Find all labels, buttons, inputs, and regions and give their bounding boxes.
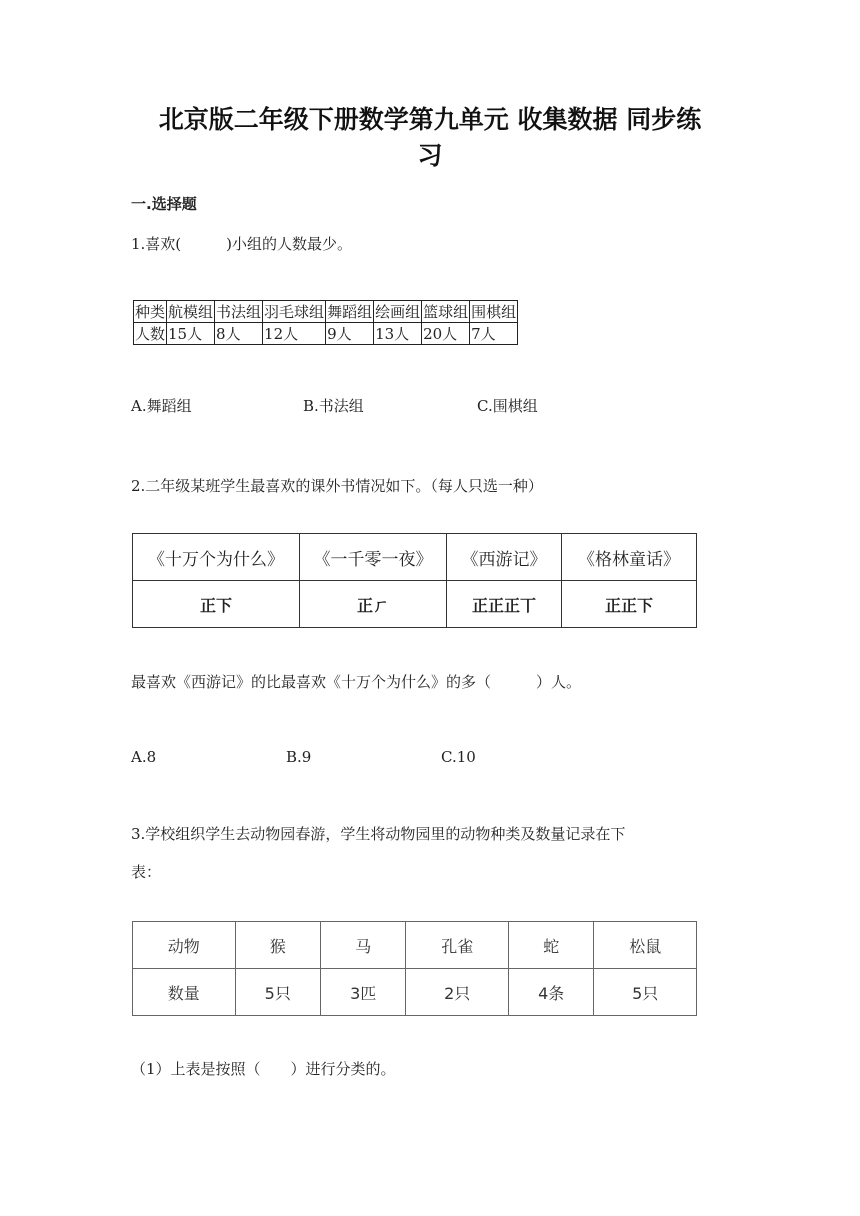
q2-option-c[interactable]: C.10 xyxy=(441,748,476,766)
q3-cell: 5只 xyxy=(594,969,697,1016)
q3-cell: 3匹 xyxy=(320,969,405,1016)
q1-cell: 13人 xyxy=(374,323,422,345)
title-line-2: 习 xyxy=(417,141,443,170)
q1-header-cell: 绘画组 xyxy=(374,301,422,323)
q2-tally-cell: 正正下 xyxy=(562,581,697,628)
q1-cell: 20人 xyxy=(422,323,470,345)
q3-header-cell: 动物 xyxy=(133,922,236,969)
q2-table-header-row xyxy=(133,534,697,581)
q3-table-row xyxy=(133,969,697,1016)
q1-cell: 人数 xyxy=(134,323,167,345)
q1-cell: 9人 xyxy=(326,323,374,345)
q2-question: 最喜欢《西游记》的比最喜欢《十万个为什么》的多（ ）人。 xyxy=(131,673,582,691)
q1-cell: 12人 xyxy=(263,323,326,345)
q1-table-row xyxy=(134,323,518,345)
q2-tally-cell: 正ㄏ xyxy=(300,581,447,628)
page-title xyxy=(120,102,740,174)
q2-table-row xyxy=(133,581,697,628)
q2-option-b[interactable]: B.9 xyxy=(286,748,312,766)
q3-cell: 数量 xyxy=(133,969,236,1016)
q3-cell: 2只 xyxy=(406,969,509,1016)
q1-header-cell: 航模组 xyxy=(167,301,215,323)
q2-text: 2.二年级某班学生最喜欢的课外书情况如下。（每人只选一种） xyxy=(131,477,543,495)
q3-cell: 4条 xyxy=(508,969,593,1016)
q3-cell: 5只 xyxy=(235,969,320,1016)
q1-cell: 8人 xyxy=(215,323,263,345)
q1-cell: 15人 xyxy=(167,323,215,345)
q1-cell: 7人 xyxy=(470,323,518,345)
q1-header-cell: 种类 xyxy=(134,301,167,323)
q3-header-cell: 孔雀 xyxy=(406,922,509,969)
q3-table xyxy=(132,921,697,1016)
q3-text-line-1: 3.学校组织学生去动物园春游，学生将动物园里的动物种类及数量记录在下 xyxy=(131,825,626,843)
q3-header-cell: 马 xyxy=(320,922,405,969)
q2-header-cell: 《西游记》 xyxy=(447,534,562,581)
q1-header-cell: 围棋组 xyxy=(470,301,518,323)
q3-sub-question-1: （1）上表是按照（ ）进行分类的。 xyxy=(131,1060,396,1078)
q3-table-header-row xyxy=(133,922,697,969)
q2-option-a[interactable]: A.8 xyxy=(131,748,157,766)
q3-header-cell: 松鼠 xyxy=(594,922,697,969)
q1-header-cell: 羽毛球组 xyxy=(263,301,326,323)
q3-header-cell: 蛇 xyxy=(508,922,593,969)
section-heading: 一.选择题 xyxy=(131,195,197,213)
q3-text-line-2: 表： xyxy=(131,863,162,881)
q3-header-cell: 猴 xyxy=(235,922,320,969)
q2-table xyxy=(132,533,697,628)
q1-option-a[interactable]: A.舞蹈组 xyxy=(131,397,192,415)
q1-table xyxy=(133,300,518,345)
q2-tally-cell: 正正正丅 xyxy=(447,581,562,628)
title-line-1: 北京版二年级下册数学第九单元 收集数据 同步练 xyxy=(158,105,702,134)
q1-header-cell: 篮球组 xyxy=(422,301,470,323)
q1-header-cell: 舞蹈组 xyxy=(326,301,374,323)
q1-header-cell: 书法组 xyxy=(215,301,263,323)
q1-option-b[interactable]: B.书法组 xyxy=(303,397,364,415)
q2-header-cell: 《一千零一夜》 xyxy=(300,534,447,581)
q1-table-header-row xyxy=(134,301,518,323)
q2-header-cell: 《格林童话》 xyxy=(562,534,697,581)
q2-header-cell: 《十万个为什么》 xyxy=(133,534,300,581)
q1-option-c[interactable]: C.围棋组 xyxy=(477,397,538,415)
q1-text: 1.喜欢( )小组的人数最少。 xyxy=(131,235,353,253)
q2-tally-cell: 正下 xyxy=(133,581,300,628)
